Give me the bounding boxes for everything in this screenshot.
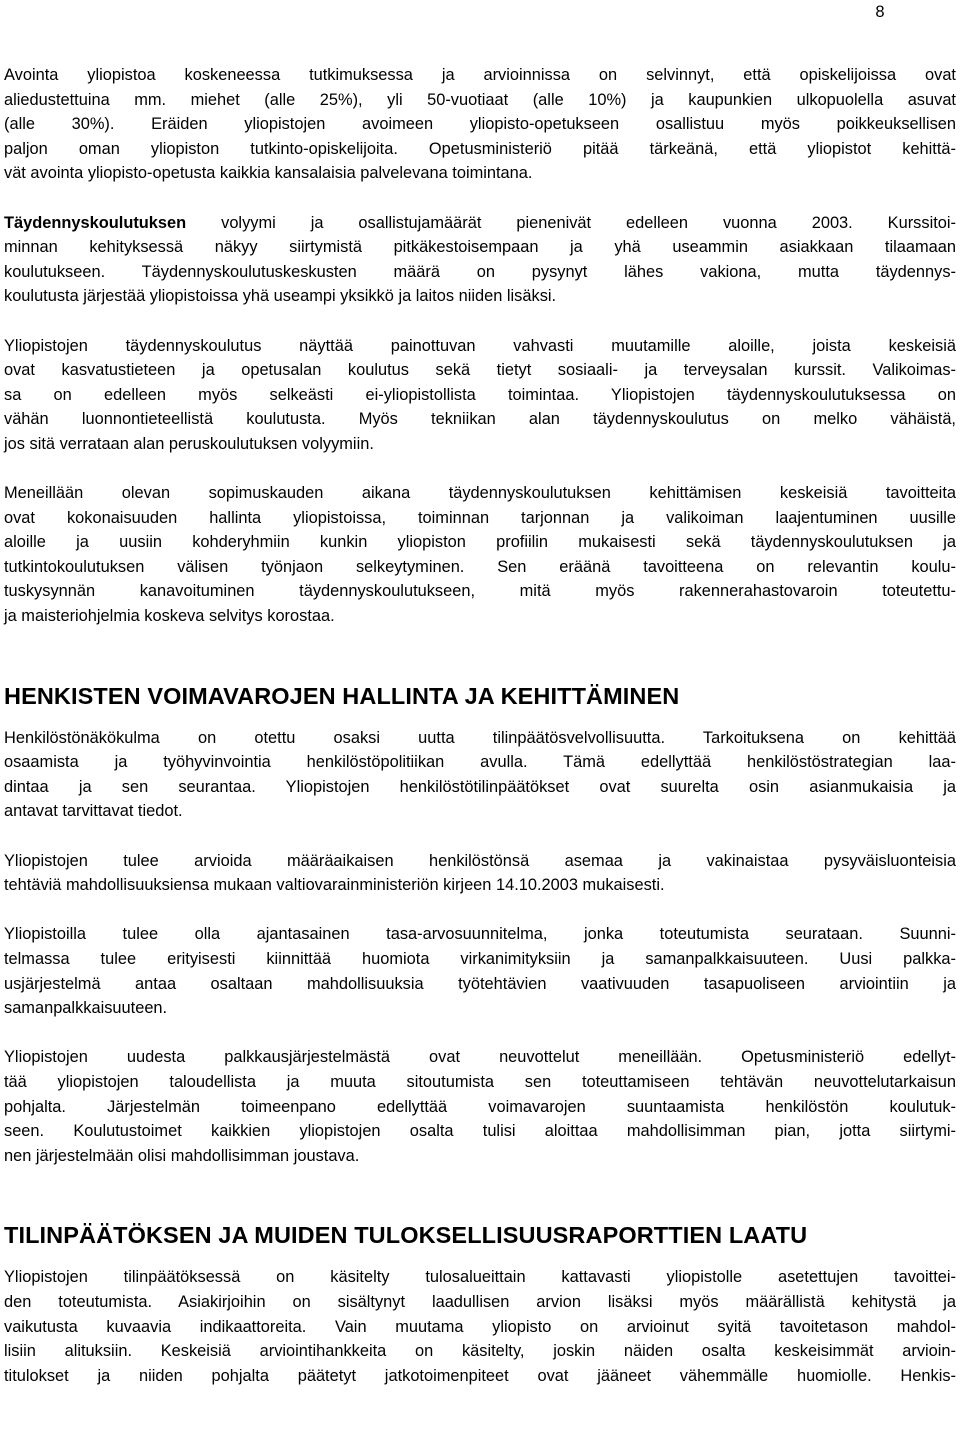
text-line: usjärjestelmä antaa osaltaan mahdollisuuksia työtehtävien vaativuuden tasapuoliseen arviointiin ja [4, 974, 956, 993]
paragraph-contract-period-goals [4, 481, 956, 629]
text-line: ja maisteriohjelmia koskeva selvitys korostaa. [4, 607, 335, 626]
text-line: samanpalkkaisuuteen. [4, 999, 168, 1018]
text-line: Avointa yliopistoa koskeneessa tutkimuksessa ja arvioinnissa on selvinnyt, että opiskelijoissa ovat [4, 66, 956, 84]
text-line: lisiin alituksiin. Keskeisiä arviointihankkeita on käsitelty, joskin näiden osalta keskeisimmät arvioin- [4, 1342, 956, 1361]
text-line: osaamista ja työhyvinvointia henkilöstöpolitiikan avulla. Tämä edellyttää henkilöstöstrategian laa- [4, 753, 956, 772]
text-line: aloille ja uusiin kohderyhmiin kunkin yliopiston profiilin mukaisesti sekä täydennyskoulutuksen ja [4, 533, 956, 552]
text-line: Yliopistojen uudesta palkkausjärjestelmästä ovat neuvottelut meneillään. Opetusministeriö edellyt- [4, 1048, 956, 1067]
text-line: dintaa ja sen seurantaa. Yliopistojen henkilöstötilinpäätökset ovat suurelta osin asianmukaisia ja [4, 777, 956, 796]
text-line: telmassa tulee erityisesti kiinnittää huomiota virkanimityksiin ja samanpalkkaisuuteen. Uusi palkka- [4, 950, 956, 968]
text-line: tuskysynnän kanavoituminen täydennyskoulutukseen, mitä myös rakennerahastovaroin toteutettu- [4, 582, 956, 601]
text-line: koulutusta järjestää yliopistoissa yhä useampi yksikkö ja laitos niiden lisäksi. [4, 287, 557, 306]
text-line: Henkilöstönäkökulma on otettu osaksi uutta tilinpäätösvelvollisuutta. Tarkoituksena on kehittää [4, 728, 956, 747]
text-line: antavat tarvittavat tiedot. [4, 802, 183, 821]
section-heading-financial-statements: TILINPÄÄTÖKSEN JA MUIDEN TULOKSELLISUUSRAPORTTIEN LAATU [4, 1222, 808, 1249]
paragraph-pay-system [4, 1045, 956, 1168]
text-line: vaikutusta kuvaavia indikaattoreita. Vain muutama yliopisto on arvioinut syitä tavoitetason mahdol- [4, 1317, 956, 1336]
text-line: pohjalta. Järjestelmän toimeenpano edellyttää voimavarojen suuntaamista henkilöstön koulutuk- [4, 1097, 956, 1116]
text-line: Yliopistojen täydennyskoulutus näyttää painottuvan vahvasti muutamille aloille, joista keskeisiä [4, 336, 956, 355]
text-line [4, 211, 956, 236]
text-line: ovat kasvatustieteen ja opetusalan koulutus sekä tietyt sosiaali- ja terveysalan kurssit. Valikoimas- [4, 361, 956, 380]
paragraph-emphasis-fields [4, 334, 956, 457]
bold-lead-term: Täydennyskoulutuksen [4, 213, 187, 232]
text-line: vät avointa yliopisto-opetusta kaikkia kansalaisia palvelevana toimintana. [4, 164, 533, 183]
text-line: seen. Koulutustoimet kaikkien yliopistojen osalta tulisi aloittaa mahdollisimman pian, jotta siirtymi- [4, 1122, 956, 1141]
text-line: ovat kokonaisuuden hallinta yliopistoissa, toiminnan tarjonnan ja valikoiman laajentuminen uusille [4, 508, 956, 527]
paragraph-fixed-term-staff [4, 849, 956, 898]
text-line: Yliopistojen tulee arvioida määräaikaisen henkilöstönsä asemaa ja vakinaistaa pysyväisluonteisia [4, 851, 956, 870]
text-line: tää yliopistojen taloudellista ja muuta sitoutumista sen toteuttamiseen tehtävän neuvottelutarkaisun [4, 1072, 956, 1091]
text-line: paljon oman yliopiston tutkinto-opiskelijoita. Opetusministeriö pitää tärkeänä, että yliopistot kehittä- [4, 139, 956, 158]
page-number: 8 [875, 3, 885, 21]
paragraph-staff-perspective [4, 726, 956, 824]
text-line: titulokset ja niiden pohjalta päätetyt jatkotoimenpiteet ovat jääneet vähemmälle huomiolle. Henkis- [4, 1366, 956, 1385]
paragraph-financial-statements [4, 1265, 956, 1388]
paragraph-continuing-education [4, 211, 956, 309]
text-line: minnan kehityksessä näkyy siirtymistä pitkäkestoisempaan ja yhä useammin asiakkaan tilaamaan [4, 238, 956, 257]
text-line: den toteutumista. Asiakirjoihin on sisältynyt laadullisen arvion lisäksi myös määrällistä kehitystä ja [4, 1292, 956, 1311]
text-line: tutkintokoulutuksen välisen työnjaon selkeytyminen. Sen eräänä tavoitteena on relevantin koulu- [4, 557, 956, 576]
text-line: (alle 30%). Eräiden yliopistojen avoimeen yliopisto-opetukseen osallistuu myös poikkeuksellisen [4, 115, 956, 134]
text-line: Meneillään olevan sopimuskauden aikana täydennyskoulutuksen kehittämisen keskeisiä tavoitteita [4, 484, 956, 503]
paragraph-equality-plan [4, 922, 956, 1020]
section-heading-human-resources: HENKISTEN VOIMAVAROJEN HALLINTA JA KEHITTÄMINEN [4, 682, 680, 709]
page-content [4, 63, 956, 1388]
text-line: Yliopistojen tilinpäätöksessä on käsitelty tulosalueittain kattavasti yliopistolle asetettujen tavoittei- [4, 1268, 956, 1287]
text-line: sa on edelleen myös selkeästi ei-yliopistollista toimintaa. Yliopistojen täydennyskoulutuksessa on [4, 385, 956, 404]
text-line: tehtäviä mahdollisuuksiensa mukaan valtiovarainministeriön kirjeen 14.10.2003 mukaisesti. [4, 876, 665, 895]
text-line: jos sitä verrataan alan peruskoulutuksen volyymiin. [4, 434, 374, 453]
text-line: Yliopistoilla tulee olla ajantasainen tasa-arvosuunnitelma, jonka toteutumista seurataan. Suunni- [4, 925, 956, 944]
text-line: vähän luonnontieteellistä koulutusta. Myös tekniikan alan täydennyskoulutus on melko vähäistä, [4, 410, 956, 429]
text-line: koulutukseen. Täydennyskoulutuskeskusten määrä on pysynyt lähes vakiona, mutta täydennys- [4, 262, 956, 281]
text-line-rest: volyymi ja osallistujamäärät pienenivät edelleen vuonna 2003. Kurssitoi- [186, 213, 956, 232]
text-line: nen järjestelmään olisi mahdollisimman joustava. [4, 1146, 360, 1165]
paragraph-open-university [4, 63, 956, 186]
text-line: aliedustettuina mm. miehet (alle 25%), yli 50-vuotiaat (alle 10%) ja kaupunkien ulkopuolella asuvat [4, 90, 956, 109]
